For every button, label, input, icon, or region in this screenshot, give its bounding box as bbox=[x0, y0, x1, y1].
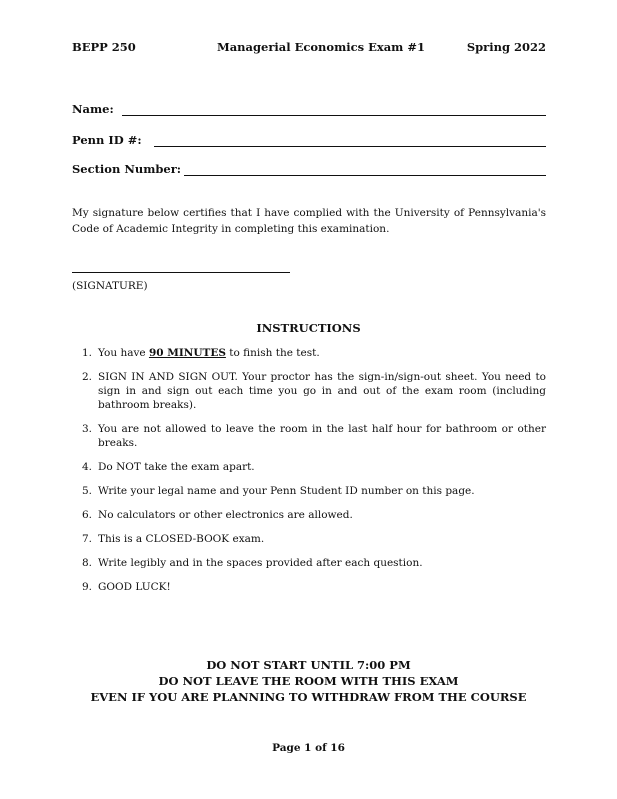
item-text: to finish the test. bbox=[225, 347, 320, 359]
list-item bbox=[72, 580, 546, 594]
instructions-list bbox=[72, 346, 546, 604]
item-number: 7. bbox=[82, 533, 93, 545]
exam-warning bbox=[0, 657, 617, 705]
item-text: Write your legal name and your Penn Student ID number on this page. bbox=[98, 485, 475, 497]
item-number: 1. bbox=[82, 347, 93, 359]
instructions-heading: INSTRUCTIONS bbox=[256, 321, 361, 335]
course-code: BEPP 250 bbox=[72, 40, 136, 54]
exam-title: Managerial Economics Exam #1 bbox=[217, 40, 425, 54]
item-number: 2. bbox=[82, 371, 93, 383]
penn-id-line[interactable] bbox=[154, 146, 546, 147]
warning-start-time: DO NOT START UNTIL 7:00 PM bbox=[206, 658, 411, 672]
item-text: No calculators or other electronics are allowed. bbox=[98, 509, 353, 521]
list-item bbox=[72, 370, 546, 412]
list-item bbox=[72, 346, 546, 360]
section-number-field[interactable] bbox=[72, 162, 546, 180]
item-text: SIGN IN AND SIGN OUT. Your proctor has the sign-in/sign-out sheet. You need to sign in and sign out each time you go in and out of the exam room (including bathroom breaks). bbox=[98, 371, 546, 411]
page-header bbox=[72, 40, 546, 60]
item-text: GOOD LUCK! bbox=[98, 581, 171, 593]
item-text: You have bbox=[98, 347, 149, 359]
item-number: 9. bbox=[82, 581, 93, 593]
item-number: 5. bbox=[82, 485, 93, 497]
item-number: 4. bbox=[82, 461, 93, 473]
list-item bbox=[72, 532, 546, 546]
penn-id-field[interactable] bbox=[72, 133, 546, 151]
list-item bbox=[72, 508, 546, 522]
time-limit-emphasis: 90 MINUTES bbox=[148, 347, 226, 359]
penn-id-label: Penn ID #: bbox=[72, 133, 142, 147]
list-item bbox=[72, 556, 546, 570]
item-number: 3. bbox=[82, 423, 93, 435]
name-field[interactable] bbox=[72, 102, 546, 120]
section-number-label: Section Number: bbox=[72, 162, 182, 176]
item-text: You are not allowed to leave the room in the last half hour for bathroom or other breaks. bbox=[98, 423, 546, 449]
list-item bbox=[72, 422, 546, 450]
item-text: Write legibly and in the spaces provided after each question. bbox=[98, 557, 423, 569]
item-number: 6. bbox=[82, 509, 93, 521]
item-number: 8. bbox=[82, 557, 93, 569]
warning-do-not-leave: DO NOT LEAVE THE ROOM WITH THIS EXAM bbox=[158, 674, 459, 688]
section-number-line[interactable] bbox=[184, 175, 546, 176]
item-text: Do NOT take the exam apart. bbox=[98, 461, 255, 473]
signature-label: (SIGNATURE) bbox=[72, 280, 148, 292]
page-number: Page 1 of 16 bbox=[272, 742, 345, 754]
name-label: Name: bbox=[72, 102, 114, 116]
name-line[interactable] bbox=[122, 115, 546, 116]
warning-withdraw: EVEN IF YOU ARE PLANNING TO WITHDRAW FROM THE COURSE bbox=[90, 690, 527, 704]
list-item bbox=[72, 460, 546, 474]
list-item bbox=[72, 484, 546, 498]
integrity-certification: My signature below certifies that I have complied with the University of Pennsylvania's Code of Academic Integrity in completing this examination. bbox=[72, 207, 546, 235]
item-text: This is a CLOSED-BOOK exam. bbox=[98, 533, 265, 545]
signature-line[interactable] bbox=[72, 272, 290, 273]
exam-term: Spring 2022 bbox=[466, 40, 546, 54]
